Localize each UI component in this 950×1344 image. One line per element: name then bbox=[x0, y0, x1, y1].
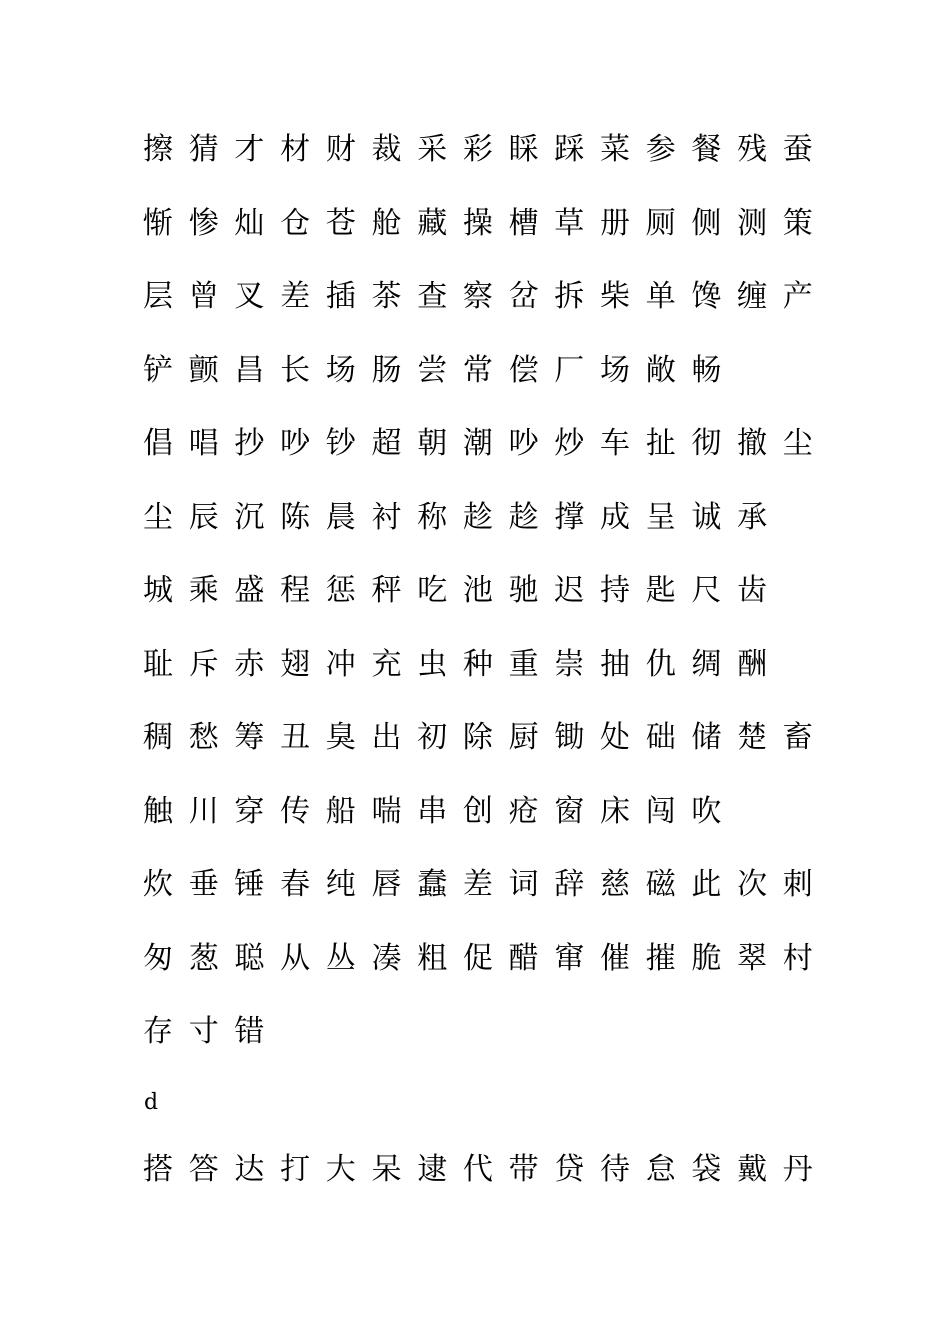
character-row bbox=[136, 206, 826, 246]
hanzi-character: 藏 bbox=[417, 205, 448, 241]
hanzi-character: 喘 bbox=[371, 793, 402, 829]
hanzi-character: 乘 bbox=[188, 573, 219, 608]
character-row bbox=[136, 647, 826, 687]
hanzi-character: 撑 bbox=[554, 499, 585, 535]
hanzi-character: 惭 bbox=[143, 205, 173, 241]
hanzi-character: 抄 bbox=[234, 426, 265, 461]
hanzi-character: 齿 bbox=[737, 573, 768, 608]
hanzi-character: 畅 bbox=[691, 352, 722, 388]
hanzi-character: 醋 bbox=[508, 940, 539, 976]
hanzi-character: 重 bbox=[508, 646, 539, 682]
hanzi-character: 冲 bbox=[325, 646, 356, 682]
hanzi-character: 晨 bbox=[325, 499, 356, 535]
hanzi-character: 贷 bbox=[554, 1152, 585, 1187]
hanzi-character: 沉 bbox=[234, 499, 265, 535]
hanzi-character: 秤 bbox=[371, 573, 402, 608]
hanzi-character: 缠 bbox=[737, 279, 768, 314]
hanzi-character: 材 bbox=[280, 132, 311, 167]
hanzi-character: 残 bbox=[737, 132, 768, 167]
hanzi-character: 此 bbox=[691, 867, 722, 902]
character-row bbox=[136, 794, 826, 834]
hanzi-character: 匙 bbox=[645, 573, 676, 608]
hanzi-character: 诚 bbox=[691, 499, 722, 535]
hanzi-character: 铲 bbox=[143, 352, 173, 388]
hanzi-character: 层 bbox=[143, 279, 173, 314]
hanzi-character: 吵 bbox=[280, 426, 311, 461]
hanzi-character: 馋 bbox=[691, 279, 722, 314]
hanzi-character: 差 bbox=[462, 867, 493, 902]
hanzi-character: 虫 bbox=[417, 646, 448, 682]
character-row bbox=[136, 279, 826, 319]
hanzi-character: 凑 bbox=[371, 940, 402, 976]
hanzi-character: 潮 bbox=[462, 426, 493, 461]
hanzi-character: 触 bbox=[143, 793, 173, 829]
character-row bbox=[136, 720, 826, 760]
hanzi-character: 聪 bbox=[234, 940, 265, 976]
hanzi-character: 茶 bbox=[371, 279, 402, 314]
hanzi-character: 处 bbox=[600, 720, 630, 755]
hanzi-character: 床 bbox=[600, 793, 630, 829]
hanzi-character: 惩 bbox=[325, 573, 356, 608]
hanzi-character: 城 bbox=[143, 573, 173, 608]
hanzi-character: 锄 bbox=[554, 720, 585, 755]
hanzi-character: 槽 bbox=[508, 205, 539, 241]
hanzi-character: 苍 bbox=[325, 205, 356, 241]
hanzi-character: 促 bbox=[462, 940, 493, 976]
hanzi-character: 存 bbox=[143, 1014, 173, 1049]
hanzi-character: 楚 bbox=[737, 720, 768, 755]
hanzi-character: 创 bbox=[462, 793, 493, 829]
hanzi-character: 炒 bbox=[554, 426, 585, 461]
hanzi-character: 赤 bbox=[234, 646, 265, 682]
hanzi-character: 擦 bbox=[143, 132, 173, 167]
hanzi-character: 成 bbox=[600, 499, 630, 535]
hanzi-character: 程 bbox=[280, 573, 311, 608]
hanzi-character: 参 bbox=[645, 132, 676, 167]
hanzi-character: 尘 bbox=[782, 426, 813, 461]
hanzi-character: 袋 bbox=[691, 1152, 722, 1187]
hanzi-character: 代 bbox=[462, 1152, 493, 1187]
hanzi-character: 种 bbox=[462, 646, 493, 682]
character-row bbox=[136, 500, 826, 540]
hanzi-character: 丹 bbox=[782, 1152, 813, 1187]
hanzi-character: 产 bbox=[782, 279, 813, 314]
hanzi-character: 慈 bbox=[600, 867, 630, 902]
hanzi-character: 丛 bbox=[325, 940, 356, 976]
hanzi-character: 寸 bbox=[188, 1014, 219, 1049]
character-row bbox=[136, 353, 826, 393]
hanzi-character: 船 bbox=[325, 793, 356, 829]
hanzi-character: 愁 bbox=[188, 720, 219, 755]
hanzi-character: 大 bbox=[325, 1152, 356, 1187]
hanzi-character: 刺 bbox=[782, 867, 813, 902]
hanzi-character: 传 bbox=[280, 793, 311, 829]
hanzi-character: 仓 bbox=[280, 205, 311, 241]
hanzi-character: 场 bbox=[325, 352, 356, 388]
hanzi-character: 搭 bbox=[143, 1152, 173, 1187]
hanzi-character: 超 bbox=[371, 426, 402, 461]
hanzi-character: 彻 bbox=[691, 426, 722, 461]
character-row bbox=[136, 867, 826, 907]
hanzi-character: 场 bbox=[600, 352, 630, 388]
hanzi-character: 长 bbox=[280, 352, 311, 388]
hanzi-character: 翅 bbox=[280, 646, 311, 682]
character-row bbox=[136, 132, 826, 172]
hanzi-character: 储 bbox=[691, 720, 722, 755]
hanzi-character: 催 bbox=[600, 940, 630, 976]
hanzi-character: 册 bbox=[600, 205, 630, 241]
hanzi-character: 纯 bbox=[325, 867, 356, 902]
hanzi-character: 灿 bbox=[234, 205, 265, 241]
hanzi-character: 策 bbox=[782, 205, 813, 241]
hanzi-character: 单 bbox=[645, 279, 676, 314]
hanzi-character: 窗 bbox=[554, 793, 585, 829]
hanzi-character: 尺 bbox=[691, 573, 722, 608]
hanzi-character: 迟 bbox=[554, 573, 585, 608]
hanzi-character: 崇 bbox=[554, 646, 585, 682]
hanzi-character: 穿 bbox=[234, 793, 265, 829]
hanzi-character: 出 bbox=[371, 720, 402, 755]
hanzi-character: 肠 bbox=[371, 352, 402, 388]
hanzi-character: 拆 bbox=[554, 279, 585, 314]
hanzi-character: 锤 bbox=[234, 867, 265, 902]
hanzi-character: 承 bbox=[737, 499, 768, 535]
hanzi-character: 疮 bbox=[508, 793, 539, 829]
hanzi-character: 翠 bbox=[737, 940, 768, 976]
hanzi-character: 答 bbox=[188, 1152, 219, 1187]
hanzi-character: 昌 bbox=[234, 352, 265, 388]
hanzi-character: 唇 bbox=[371, 867, 402, 902]
hanzi-character: 持 bbox=[600, 573, 630, 608]
hanzi-character: 畜 bbox=[782, 720, 813, 755]
hanzi-character: 颤 bbox=[188, 352, 219, 388]
hanzi-character: 厕 bbox=[645, 205, 676, 241]
hanzi-character: 呆 bbox=[371, 1152, 402, 1187]
hanzi-character: 础 bbox=[645, 720, 676, 755]
hanzi-character: 斥 bbox=[188, 646, 219, 682]
hanzi-character: 测 bbox=[737, 205, 768, 241]
hanzi-character: 尘 bbox=[143, 499, 173, 535]
hanzi-character: 操 bbox=[462, 205, 493, 241]
hanzi-character: 除 bbox=[462, 720, 493, 755]
hanzi-character: 串 bbox=[417, 793, 448, 829]
hanzi-character: 趁 bbox=[462, 499, 493, 535]
hanzi-character: 睬 bbox=[508, 132, 539, 167]
hanzi-character: 草 bbox=[554, 205, 585, 241]
hanzi-character: 耻 bbox=[143, 646, 173, 682]
hanzi-character: 初 bbox=[417, 720, 448, 755]
hanzi-character: 摧 bbox=[645, 940, 676, 976]
hanzi-character: 磁 bbox=[645, 867, 676, 902]
hanzi-character: 窜 bbox=[554, 940, 585, 976]
hanzi-character: 葱 bbox=[188, 940, 219, 976]
hanzi-character: 衬 bbox=[371, 499, 402, 535]
hanzi-character: 差 bbox=[280, 279, 311, 314]
hanzi-character: 炊 bbox=[143, 867, 173, 902]
hanzi-character: 丑 bbox=[280, 720, 311, 755]
hanzi-character: 倡 bbox=[143, 426, 173, 461]
hanzi-character: 抽 bbox=[600, 646, 630, 682]
hanzi-character: 池 bbox=[462, 573, 493, 608]
hanzi-character: 充 bbox=[371, 646, 402, 682]
hanzi-character: 错 bbox=[234, 1014, 265, 1049]
hanzi-character: 厂 bbox=[554, 352, 585, 388]
hanzi-character: 吵 bbox=[508, 426, 539, 461]
hanzi-character: 车 bbox=[600, 426, 630, 461]
hanzi-character: 绸 bbox=[691, 646, 722, 682]
hanzi-character: 盛 bbox=[234, 573, 265, 608]
hanzi-character: 词 bbox=[508, 867, 539, 902]
hanzi-character: 次 bbox=[737, 867, 768, 902]
hanzi-character: 酬 bbox=[737, 646, 768, 682]
hanzi-character: 惨 bbox=[188, 205, 219, 241]
hanzi-character: 吃 bbox=[417, 573, 448, 608]
hanzi-character: 脆 bbox=[691, 940, 722, 976]
hanzi-character: 察 bbox=[462, 279, 493, 314]
hanzi-character: 筹 bbox=[234, 720, 265, 755]
hanzi-character: 稠 bbox=[143, 720, 173, 755]
character-row bbox=[136, 941, 826, 981]
section-letter: d bbox=[144, 1090, 159, 1115]
hanzi-character: 彩 bbox=[462, 132, 493, 167]
hanzi-character: 仇 bbox=[645, 646, 676, 682]
hanzi-character: 唱 bbox=[188, 426, 219, 461]
hanzi-character: 趁 bbox=[508, 499, 539, 535]
hanzi-character: 戴 bbox=[737, 1152, 768, 1187]
hanzi-character: 厨 bbox=[508, 720, 539, 755]
hanzi-character: 柴 bbox=[600, 279, 630, 314]
hanzi-character: 带 bbox=[508, 1152, 539, 1187]
hanzi-character: 蠢 bbox=[417, 867, 448, 902]
character-row bbox=[136, 1152, 826, 1192]
hanzi-character: 川 bbox=[188, 793, 219, 829]
hanzi-character: 舱 bbox=[371, 205, 402, 241]
character-row bbox=[136, 1014, 826, 1054]
hanzi-character: 驰 bbox=[508, 573, 539, 608]
hanzi-character: 朝 bbox=[417, 426, 448, 461]
character-row bbox=[136, 426, 826, 466]
hanzi-character: 匆 bbox=[143, 940, 173, 976]
hanzi-character: 春 bbox=[280, 867, 311, 902]
hanzi-character: 插 bbox=[325, 279, 356, 314]
hanzi-character: 扯 bbox=[645, 426, 676, 461]
hanzi-character: 餐 bbox=[691, 132, 722, 167]
hanzi-character: 蚕 bbox=[782, 132, 813, 167]
hanzi-character: 猜 bbox=[188, 132, 219, 167]
hanzi-character: 撤 bbox=[737, 426, 768, 461]
hanzi-character: 常 bbox=[462, 352, 493, 388]
hanzi-character: 逮 bbox=[417, 1152, 448, 1187]
hanzi-character: 待 bbox=[600, 1152, 630, 1187]
hanzi-character: 采 bbox=[417, 132, 448, 167]
hanzi-character: 踩 bbox=[554, 132, 585, 167]
hanzi-character: 呈 bbox=[645, 499, 676, 535]
hanzi-character: 财 bbox=[325, 132, 356, 167]
hanzi-character: 查 bbox=[417, 279, 448, 314]
hanzi-character: 臭 bbox=[325, 720, 356, 755]
hanzi-character: 垂 bbox=[188, 867, 219, 902]
hanzi-character: 粗 bbox=[417, 940, 448, 976]
hanzi-character: 偿 bbox=[508, 352, 539, 388]
hanzi-character: 辰 bbox=[188, 499, 219, 535]
hanzi-character: 打 bbox=[280, 1152, 311, 1187]
hanzi-character: 陈 bbox=[280, 499, 311, 535]
hanzi-character: 曾 bbox=[188, 279, 219, 314]
hanzi-character: 村 bbox=[782, 940, 813, 976]
hanzi-character: 从 bbox=[280, 940, 311, 976]
hanzi-character: 菜 bbox=[600, 132, 630, 167]
hanzi-character: 钞 bbox=[325, 426, 356, 461]
hanzi-character: 怠 bbox=[645, 1152, 676, 1187]
hanzi-character: 岔 bbox=[508, 279, 539, 314]
hanzi-character: 辞 bbox=[554, 867, 585, 902]
hanzi-character: 才 bbox=[234, 132, 265, 167]
hanzi-character: 称 bbox=[417, 499, 448, 535]
hanzi-character: 闯 bbox=[645, 793, 676, 829]
hanzi-character: 裁 bbox=[371, 132, 402, 167]
hanzi-character: 吹 bbox=[691, 793, 722, 829]
hanzi-character: 侧 bbox=[691, 205, 722, 241]
hanzi-character: 叉 bbox=[234, 279, 265, 314]
hanzi-character: 尝 bbox=[417, 352, 448, 388]
hanzi-character: 达 bbox=[234, 1152, 265, 1187]
character-row bbox=[136, 573, 826, 613]
hanzi-character: 敞 bbox=[645, 352, 676, 388]
